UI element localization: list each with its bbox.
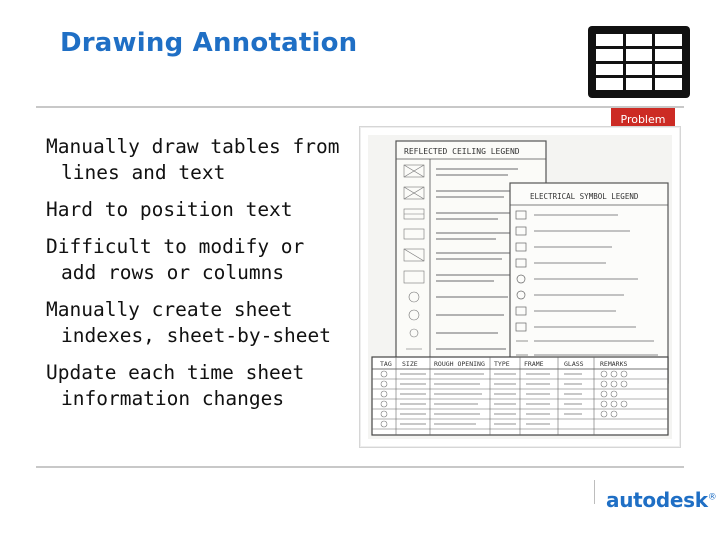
top-divider [36, 106, 684, 108]
autodesk-logo [606, 488, 716, 512]
bottom-divider [36, 466, 684, 468]
electrical-legend-sheet [510, 183, 668, 383]
drawing-photo [368, 135, 672, 439]
bullet-item: Update each time sheet information changes [46, 361, 305, 410]
autodesk-logo-text: autodesk [606, 488, 708, 512]
bullet-item: Manually create sheet indexes, sheet-by-sheet [46, 298, 332, 347]
footer-divider [594, 480, 595, 504]
registered-mark: ® [707, 492, 717, 503]
schedule-header-frame: FRAME [524, 360, 544, 368]
table-icon [588, 26, 690, 98]
schedule-header-type: TYPE [494, 360, 510, 368]
bullet-item: Difficult to modify or add rows or columns [46, 235, 305, 284]
slide-title: Drawing Annotation [60, 28, 358, 58]
schedule-header-size: SIZE [402, 360, 418, 368]
electrical-legend-title: ELECTRICAL SYMBOL LEGEND [530, 192, 639, 201]
problem-badge: Problem [611, 108, 675, 130]
schedule-header-tag: TAG [380, 360, 392, 368]
schedule-header-remarks: REMARKS [600, 360, 628, 368]
bullet-item: Manually draw tables from lines and text [46, 135, 340, 184]
schedule-header-rough-opening: ROUGH OPENING [434, 360, 485, 368]
door-schedule-sheet [372, 357, 668, 435]
bullet-list [46, 134, 346, 423]
drawing-photo-frame [359, 126, 681, 448]
schedule-header-glass: GLASS [564, 360, 584, 368]
bullet-item: Hard to position text [46, 198, 293, 221]
ceiling-legend-title: REFLECTED CEILING LEGEND [404, 147, 520, 156]
